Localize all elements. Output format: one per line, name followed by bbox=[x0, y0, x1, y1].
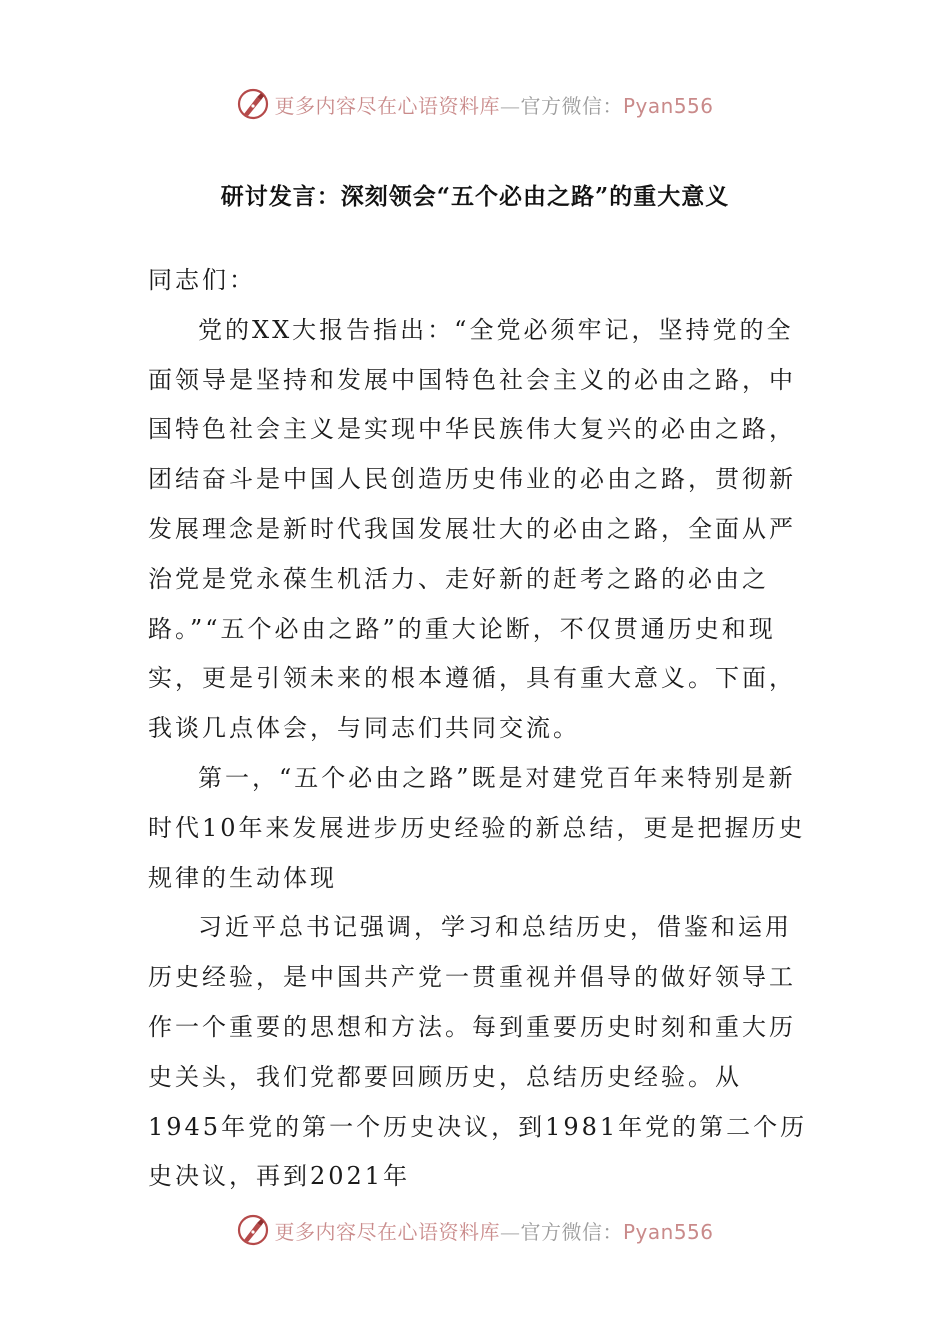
watermark-brand: 更多内容尽在心语资料库 bbox=[274, 93, 500, 118]
salutation: 同志们： bbox=[148, 266, 256, 294]
paragraph-1: 党的XX大报告指出：“全党必须牢记，坚持党的全面领导是坚持和发展中国特色社会主义的必由之路，中国特色社会主义是实现中华民族伟大复兴的必由之路，团结奋斗是中国人民创造历史伟业的必由之路，贯彻新发展理念是新时代我国发展壮大的必由之路，全面从严治党是党永葆生机活力、走好新的赶考之路的必由之路。”“五个必由之路”的重大论断，不仅贯通历史和现实，更是引领未来的根本遵循，具有重大意义。下面，我谈几点体会，与同志们共同交流。 bbox=[148, 315, 796, 743]
pen-nib-circle-icon bbox=[236, 1213, 270, 1247]
pen-nib-circle-icon bbox=[236, 87, 270, 121]
watermark-text bbox=[274, 90, 713, 119]
paragraph-3: 习近平总书记强调，学习和总结历史，借鉴和运用历史经验，是中国共产党一贯重视并倡导的做好领导工作一个重要的思想和方法。每到重要历史时刻和重大历史关头，我们党都要回顾历史，总结历史经验。从1945年党的第一个历史决议，到1981年党的第二个历史决议，再到2021年 bbox=[148, 913, 808, 1191]
watermark-official-label: 官方微信： bbox=[520, 93, 623, 118]
watermark-footer bbox=[0, 1210, 950, 1250]
watermark-wechat-id: Pyan556 bbox=[622, 93, 714, 118]
document-body bbox=[148, 256, 808, 1202]
paragraph-2: 第一，“五个必由之路”既是对建党百年来特别是新时代10年来发展进步历史经验的新总结，更是把握历史规律的生动体现 bbox=[148, 763, 806, 892]
watermark-official-label: 官方微信： bbox=[520, 1219, 623, 1244]
watermark-text bbox=[274, 1216, 713, 1245]
watermark-separator: — bbox=[499, 1219, 521, 1244]
watermark-header bbox=[0, 84, 950, 124]
watermark-brand: 更多内容尽在心语资料库 bbox=[274, 1219, 500, 1244]
watermark-separator: — bbox=[499, 93, 521, 118]
watermark-wechat-id: Pyan556 bbox=[622, 1219, 714, 1244]
document-title: 研讨发言：深刻领会“五个必由之路”的重大意义 bbox=[220, 183, 730, 210]
